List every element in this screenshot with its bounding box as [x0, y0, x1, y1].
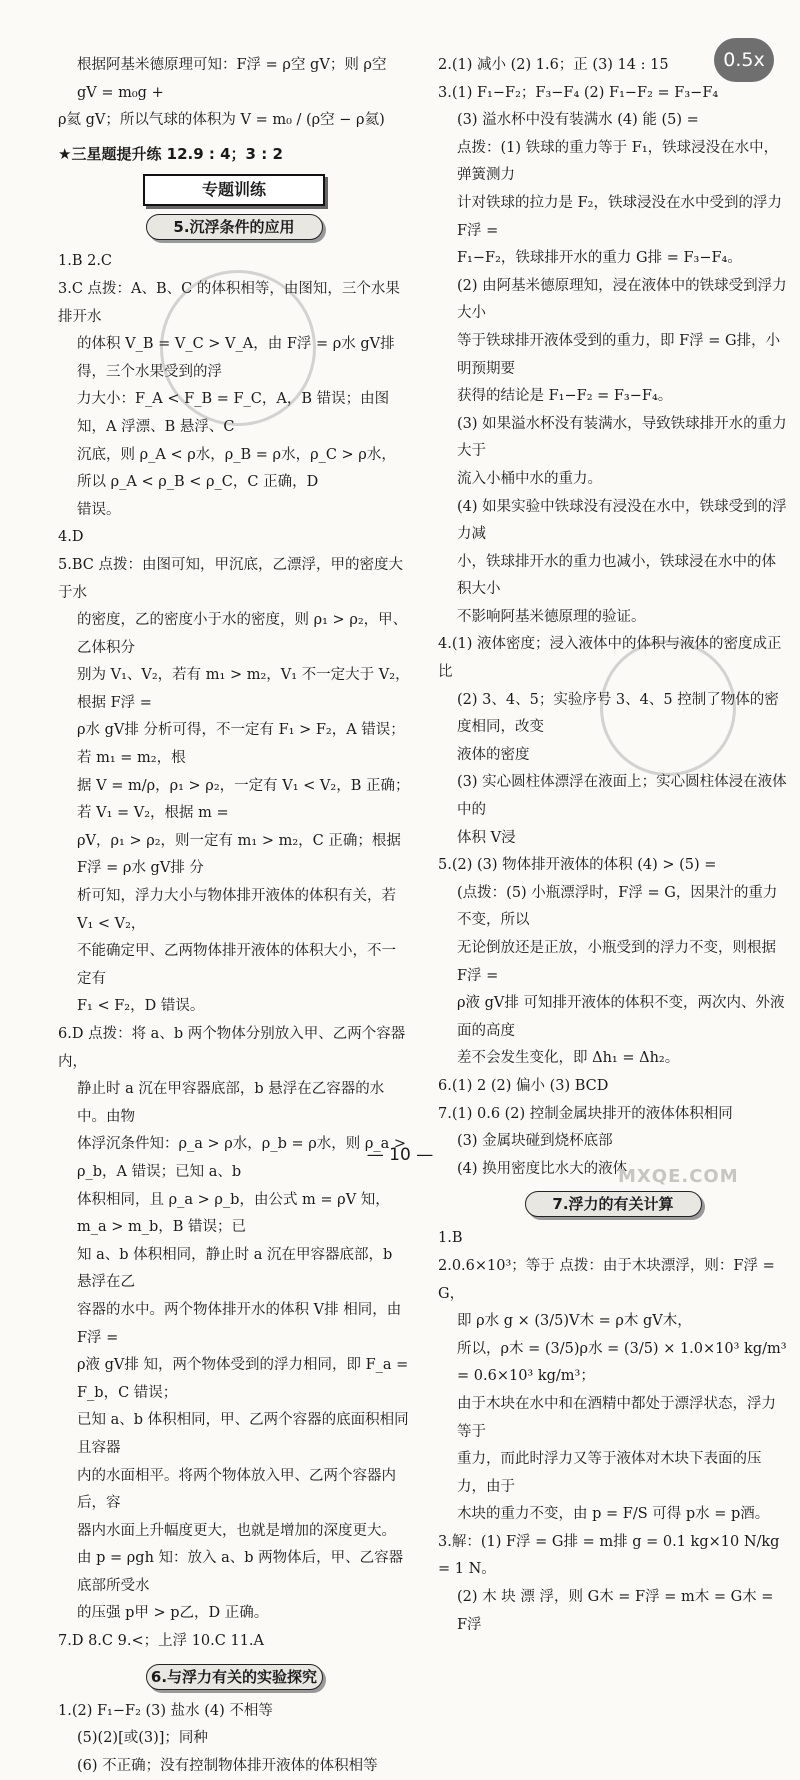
zoom-level-button[interactable]: 0.5x — [714, 38, 774, 82]
answer-line: 1.B — [438, 1230, 463, 1247]
answer-line: ρV，ρ₁ > ρ₂，则一定有 m₁ > m₂，C 正确；根据 F浮 = ρ水 gV排 分 — [77, 832, 401, 877]
answer-line: 力大小：F_A < F_B = F_C，A，B 错误；由图知，A 浮漂、B 悬浮、C — [77, 391, 390, 435]
answer-line: 由于木块在水中和在酒精中都处于漂浮状态，浮力等于 — [457, 1395, 776, 1440]
answer-line: 体积 V浸 — [457, 829, 516, 846]
page-number: — 10 — — [366, 1145, 434, 1165]
answer-line: F₁−F₂，铁球排开水的重力 G排 = F₃−F₄。 — [457, 250, 742, 267]
answer-line: 3.解：(1) F浮 = G排 = m排 g = 0.1 kg×10 N/kg = 1 N。 — [438, 1533, 780, 1578]
answer-line: (5)(2)[或(3)]；同种 — [77, 1730, 208, 1747]
answer-line: 根据阿基米德原理可知：F浮 = ρ空 gV；则 ρ空 gV = m₀g + — [77, 57, 387, 101]
watermark: MXQE.COM — [618, 1166, 739, 1187]
answer-line: 错误。 — [77, 501, 121, 518]
topic-title: 专题训练 — [143, 174, 325, 206]
stamp-mark — [600, 640, 736, 776]
answer-line: 4.D — [58, 529, 84, 546]
answer-line: F₁ < F₂，D 错误。 — [77, 998, 205, 1015]
answer-line: (6) 不正确；没有控制物体排开液体的体积相等 — [77, 1757, 378, 1774]
section-title: 6.与浮力有关的实验探究 — [146, 1664, 323, 1690]
answer-line: (点拨：(5) 小瓶漂浮时，F浮 = G，因果汁的重力不变，所以 — [457, 884, 778, 929]
answer-line: 的压强 p甲 > p乙，D 正确。 — [77, 1605, 269, 1622]
answer-line: 6.(1) 2 (2) 偏小 (3) BCD — [438, 1077, 609, 1094]
right-column — [438, 52, 788, 1639]
answer-line: ρ液 gV排 可知排开液体的体积不变，两次内、外液面的高度 — [457, 995, 785, 1039]
answer-line: 不能确定甲、乙两物体排开液体的体积大小，不一定有 — [77, 943, 396, 987]
answer-line: 静止时 a 沉在甲容器底部，b 悬浮在乙容器的水中。由物 — [77, 1081, 385, 1125]
answer-line: 流入小桶中水的重力。 — [457, 470, 602, 487]
answer-line: 3.C 点拨：A、B、C 的体积相等，由图知，三个水果排开水 — [58, 280, 400, 325]
answer-line: 知 a、b 体积相同，静止时 a 沉在甲容器底部，b 悬浮在乙 — [77, 1246, 393, 1291]
section-title: 5.沉浮条件的应用 — [146, 214, 323, 240]
answer-line: (2) 由阿基米德原理知，浸在液体中的铁球受到浮力大小 — [457, 277, 787, 322]
answer-line: 内的水面相平。将两个物体放入甲、乙两个容器内后，容 — [77, 1467, 396, 1512]
answer-line: 据 V = m/ρ，ρ₁ > ρ₂，一定有 V₁ < V₂，B 正确；若 V₁ = V₂，根据 m = — [77, 777, 410, 822]
answer-line: 7.D 8.C 9.<；上浮 10.C 11.A — [58, 1633, 264, 1650]
answer-line: 体浮沉条件知：ρ_a > ρ水，ρ_b = ρ水，则 ρ_a > ρ_b，A 错误；已知 a、b — [77, 1136, 407, 1180]
answer-line: ρ水 gV排 分析可得，不一定有 F₁ > F₂，A 错误；若 m₁ = m₂，根 — [77, 722, 405, 767]
answer-line: (4) 如果实验中铁球没有浸没在水中，铁球受到的浮力减 — [457, 498, 787, 543]
answer-line: 2.(1) 减小 (2) 1.6；正 (3) 14 : 15 — [438, 57, 669, 73]
answer-line: 小，铁球排开水的重力也减小，铁球浸在水中的体积大小 — [457, 553, 776, 598]
answer-line: 不影响阿基米德原理的验证。 — [457, 608, 646, 625]
answer-line: 由 p = ρgh 知：放入 a、b 两物体后，甲、乙容器底部所受水 — [77, 1550, 404, 1594]
answer-line: 差不会发生变化，即 Δh₁ = Δh₂。 — [457, 1050, 680, 1067]
answer-line: 体积相同，且 ρ_a > ρ_b，由公式 m = ρV 知，m_a > m_b，B 错误；已 — [77, 1191, 390, 1236]
answer-line: (3) 如果溢水杯没有装满水，导致铁球排开水的重力大于 — [457, 415, 787, 460]
answer-line: 4.(1) 液体密度；浸入液体中的体积与液体的密度成正比 — [438, 636, 782, 681]
answer-line: 析可知，浮力大小与物体排开液体的体积有关，若 V₁ < V₂， — [77, 888, 396, 932]
answer-line: (2) 木 块 漂 浮，则 G木 = F浮 = m木 = G木 = F浮 — [457, 1589, 774, 1633]
answer-line: 木块的重力不变，由 p = F/S 可得 p水 = p酒。 — [457, 1506, 770, 1523]
stamp-mark — [160, 270, 316, 426]
answer-line: 容器的水中。两个物体排开水的体积 V排 相同，由 F浮 = — [77, 1301, 402, 1346]
answer-line: 点拨：(1) 铁球的重力等于 F₁，铁球浸没在水中，弹簧测力 — [457, 139, 779, 184]
answer-line: 5.(2) (3) 物体排开液体的体积 (4) > (5) = — [438, 857, 717, 874]
answer-line: ρ氦 gV；所以气球的体积为 V = m₀ / (ρ空 − ρ氦) — [58, 112, 385, 129]
section-title: 7.浮力的有关计算 — [525, 1191, 702, 1217]
answer-line: (3) 溢水杯中没有装满水 (4) 能 (5) = — [457, 112, 699, 129]
answer-line: 获得的结论是 F₁−F₂ = F₃−F₄。 — [457, 388, 673, 405]
answer-line: 计对铁球的拉力是 F₂，铁球浸没在水中受到的浮力 F浮 = — [457, 194, 782, 239]
answer-line: 5.BC 点拨：由图可知，甲沉底，乙漂浮，甲的密度大于水 — [58, 556, 403, 601]
answer-line: 1.(2) F₁−F₂ (3) 盐水 (4) 不相等 — [58, 1702, 273, 1719]
answer-line: 1.B 2.C — [58, 253, 113, 270]
answer-line: 别为 V₁、V₂，若有 m₁ > m₂，V₁ 不一定大于 V₂，根据 F浮 = — [77, 667, 410, 711]
answer-line: 器内水面上升幅度更大，也就是增加的深度更大。 — [77, 1522, 396, 1539]
answer-line: 6.D 点拨：将 a、b 两个物体分别放入甲、乙两个容器内， — [58, 1026, 406, 1070]
answer-line: 3.(1) F₁−F₂；F₃−F₄ (2) F₁−F₂ = F₃−F₄ — [438, 84, 719, 101]
answer-line: (3) 金属块碰到烧杯底部 — [457, 1133, 613, 1150]
answer-line: 即 ρ水 g × (3/5)V木 = ρ木 gV木， — [457, 1313, 692, 1330]
star-answer-row: ★三星题提升练 12.9 : 4；3 : 2 — [58, 144, 283, 163]
answer-line: 已知 a、b 体积相同，甲、乙两个容器的底面积相同且容器 — [77, 1412, 409, 1456]
answer-line: 等于铁球排开液体受到的重力，即 F浮 = G排，小明预期要 — [457, 332, 781, 377]
answer-line: 2.0.6×10³；等于 点拨：由于木块漂浮，则：F浮 = G， — [438, 1257, 775, 1302]
answer-line: 的密度，乙的密度小于水的密度，则 ρ₁ > ρ₂，甲、乙体积分 — [77, 612, 408, 656]
answer-line: 的体积 V_B = V_C > V_A，由 F浮 = ρ水 gV排 得，三个水果受到的浮 — [77, 336, 395, 380]
answer-line: ρ液 gV排 知，两个物体受到的浮力相同，即 F_a = F_b，C 错误； — [77, 1357, 409, 1401]
answer-line: 液体的密度 — [457, 746, 530, 763]
answer-line: 沉底，则 ρ_A < ρ水，ρ_B = ρ水，ρ_C > ρ水，所以 ρ_A < ρ_B < ρ_C，C 正确，D — [77, 446, 396, 491]
answer-line: (2) 3、4、5；实验序号 3、4、5 控制了物体的密度相同，改变 — [457, 691, 779, 736]
answer-line: 无论倒放还是正放，小瓶受到的浮力不变，则根据 F浮 = — [457, 940, 776, 984]
answer-line: 所以，ρ木 = (3/5)ρ水 = (3/5) × 1.0×10³ kg/m³ = 0.6×10³ kg/m³； — [457, 1340, 787, 1385]
answer-line: (4) 换用密度比水大的液体 — [457, 1160, 628, 1177]
answer-line: 重力，而此时浮力又等于液体对木块下表面的压力，由于 — [457, 1451, 762, 1495]
answer-line: (3) 实心圆柱体漂浮在液面上；实心圆柱体浸在液体中的 — [457, 774, 787, 819]
answer-line: 7.(1) 0.6 (2) 控制金属块排开的液体体积相同 — [438, 1105, 733, 1122]
